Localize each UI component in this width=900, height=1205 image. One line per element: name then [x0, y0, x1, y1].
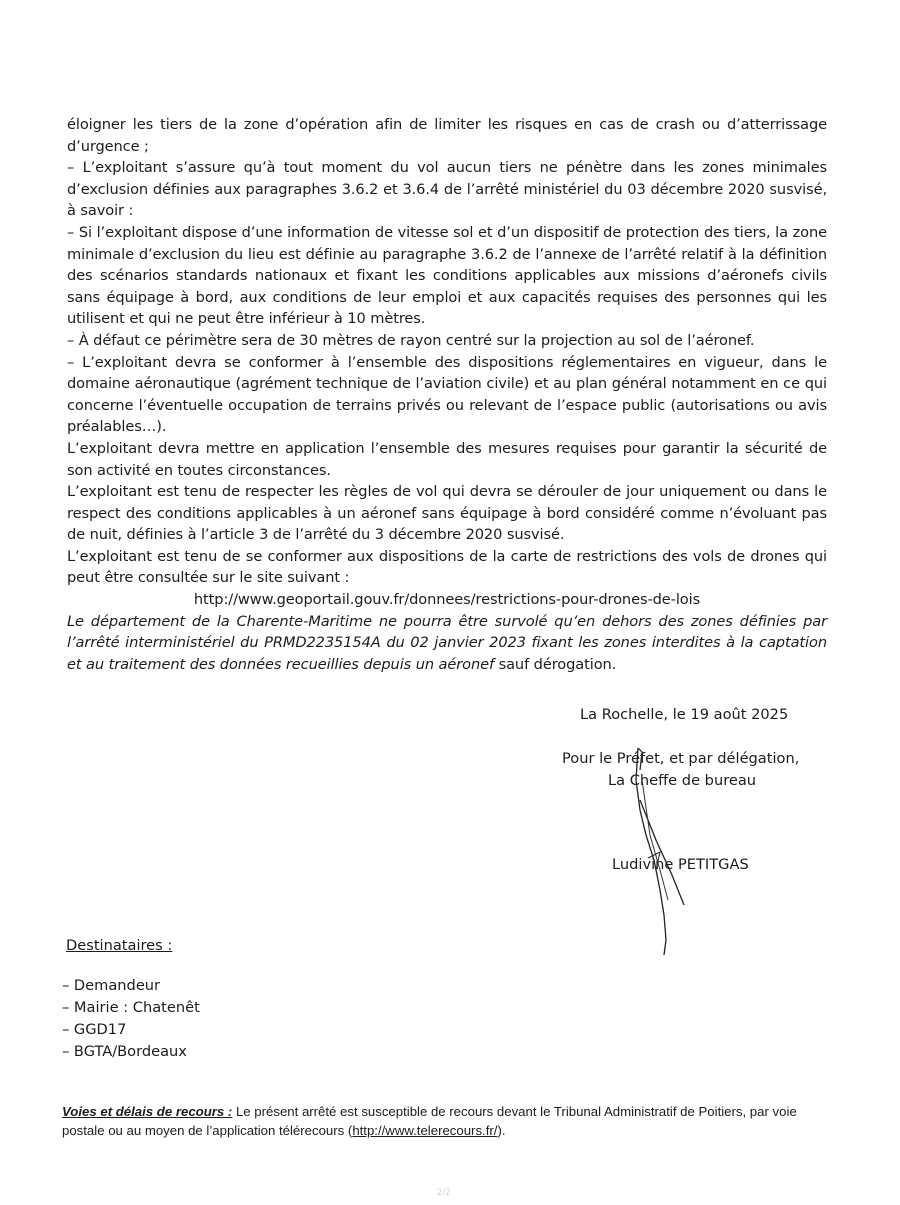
destinataires-title: Destinataires : — [66, 937, 173, 954]
list-item: – Mairie : Chatenêt — [62, 999, 200, 1016]
handwritten-signature — [620, 740, 710, 955]
role-line: La Cheffe de bureau — [608, 772, 757, 789]
geoportail-url: http://www.geoportail.gouv.fr/donnees/restrictions-pour-drones-de-lois — [193, 591, 701, 609]
recours-end: ). — [497, 1123, 506, 1138]
paragraph: éloigner les tiers de la zone d’opération afin de limiter les risques en cas de crash ou d’atterrissage d’urgence ; — [67, 116, 827, 155]
list-item: – Demandeur — [62, 977, 161, 994]
paragraph: L’exploitant est tenu de respecter les règles de vol qui devra se dérouler de jour uniquement ou dans le respect des conditions applicables à un aéronef sans équipage à bord considéré comme n’évoluant pas de nuit, définies à l’article 3 de l’arrêté du 3 décembre 2020 susvisé. — [67, 483, 827, 544]
page-number: 2/2 — [437, 1188, 451, 1198]
place-date: La Rochelle, le 19 août 2025 — [580, 706, 789, 723]
recours-notice — [62, 1102, 842, 1140]
paragraph: L’exploitant est tenu de se conformer aux dispositions de la carte de restrictions des vols de drones qui peut être consultée sur le site suivant : — [67, 547, 827, 587]
recours-heading: Voies et délais de recours : — [62, 1104, 233, 1119]
italic-text: Le département de la Charente-Maritime ne pourra être survolé qu’en dehors des zones définies par l’arrêté interministériel du PRMD2235154A du 02 janvier 2023 fixant les zones interdites à la captation et au traitement des données recueillies depuis un aéronef — [67, 612, 827, 673]
signatory-name: Ludivine PETITGAS — [612, 856, 749, 873]
destinataires-list — [62, 975, 200, 1063]
paragraph: – À défaut ce périmètre sera de 30 mètres de rayon centré sur la projection au sol de l’aéronef. — [67, 331, 755, 349]
recours-text: Le présent arrêté est susceptible de recours devant le Tribunal Administratif de Poitiers, par voie postale ou au moyen de l’application télérecours ( — [62, 1104, 797, 1138]
list-item: – GGD17 — [62, 1021, 127, 1038]
paragraph: – L’exploitant devra se conformer à l’ensemble des dispositions réglementaires en vigueur, dans le domaine aéronautique (agrément technique de l’aviation civile) et au plan général notamment en ce qui concerne l’éventuelle occupation de terrains privés ou relevant de l’espace public (autorisations ou avis préalables…). — [67, 353, 827, 436]
telerecours-link[interactable]: http://www.telerecours.fr/ — [352, 1123, 498, 1138]
paragraph: – L’exploitant s’assure qu’à tout moment du vol aucun tiers ne pénètre dans les zones minimales d’exclusion définies aux paragraphes 3.6.2 et 3.6.4 de l’arrêté ministériel du 03 décembre 2020 susvisé, à savoir : — [67, 159, 827, 220]
list-item: – BGTA/Bordeaux — [62, 1043, 187, 1060]
italic-tail: sauf dérogation. — [494, 655, 617, 673]
italic-paragraph — [67, 611, 827, 676]
paragraph: L’exploitant devra mettre en application l’ensemble des mesures requises pour garantir la sécurité de son activité en toutes circonstances. — [67, 439, 827, 479]
delegation-line: Pour le Préfet, et par délégation, — [562, 750, 800, 767]
paragraph: – Si l’exploitant dispose d’une information de vitesse sol et d’un dispositif de protection des tiers, la zone minimale d’exclusion du lieu est définie au paragraphe 3.6.2 de l’annexe de l’arrêté relatif à la définition des scénarios standards nationaux et fixant les conditions applicables aux missions d’aéronefs civils sans équipage à bord, aux conditions de leur emploi et aux capacités requises des personnes qui les utilisent et qui ne peut être inférieur à 10 mètres. — [67, 223, 827, 328]
body-text — [67, 114, 827, 675]
